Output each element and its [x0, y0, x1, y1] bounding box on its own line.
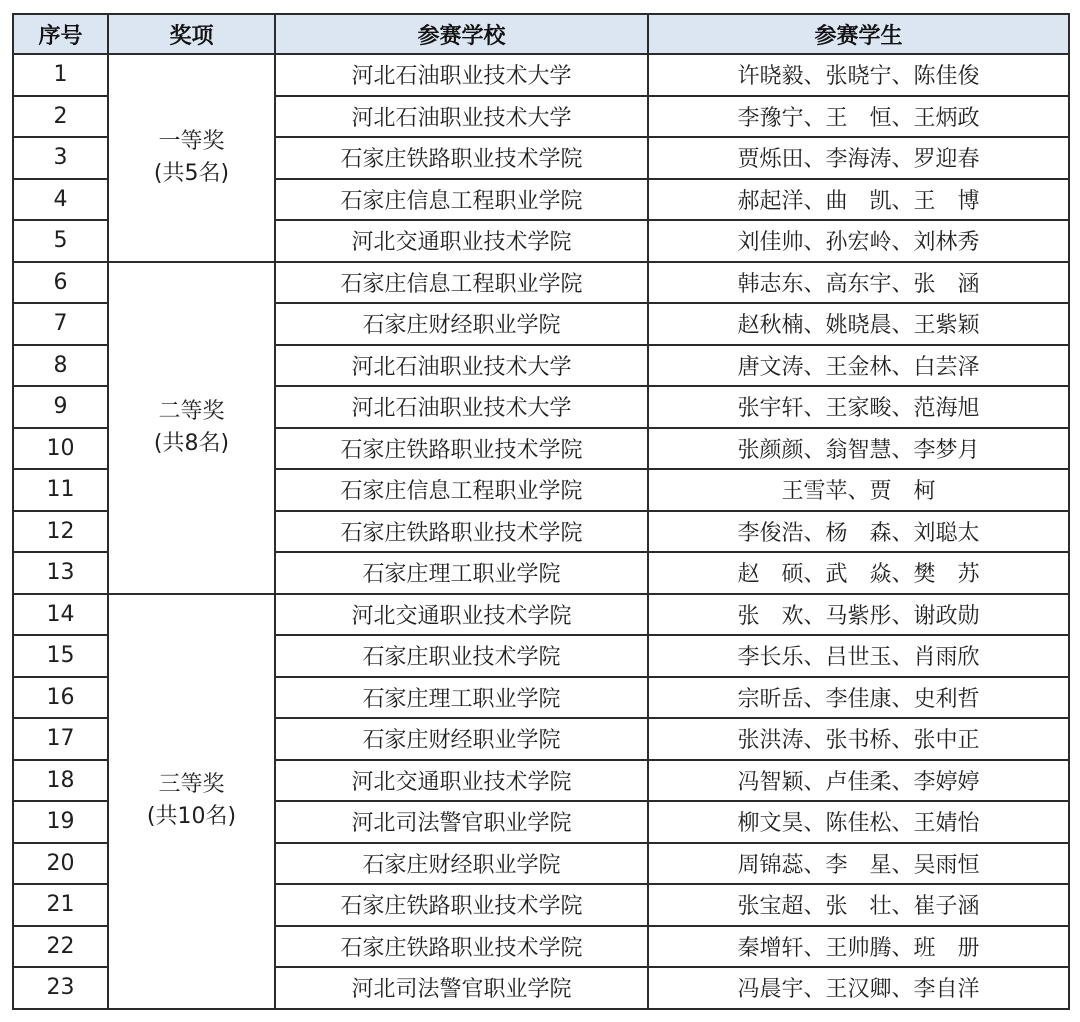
row-school: 石家庄财经职业学院 — [275, 303, 648, 345]
row-index: 23 — [13, 967, 108, 1009]
row-school: 石家庄财经职业学院 — [275, 718, 648, 760]
table-row — [13, 54, 1069, 96]
header-index: 序号 — [13, 14, 108, 54]
row-index: 16 — [13, 677, 108, 719]
row-students: 赵秋楠、姚晓晨、王紫颖 — [648, 303, 1069, 345]
award-count: (共8名) — [153, 430, 230, 456]
row-students: 郝起洋、曲 凯、王 博 — [648, 179, 1069, 221]
row-school: 石家庄理工职业学院 — [275, 552, 648, 594]
row-school: 石家庄信息工程职业学院 — [275, 179, 648, 221]
header-students: 参赛学生 — [648, 14, 1069, 54]
row-students: 秦增轩、王帅腾、班 册 — [648, 926, 1069, 968]
row-school: 石家庄铁路职业技术学院 — [275, 926, 648, 968]
row-school: 河北石油职业技术大学 — [275, 345, 648, 387]
row-index: 8 — [13, 345, 108, 387]
row-index: 6 — [13, 262, 108, 304]
row-school: 河北交通职业技术学院 — [275, 760, 648, 802]
row-school: 石家庄信息工程职业学院 — [275, 262, 648, 304]
award-group-third — [108, 594, 275, 1009]
award-name: 一等奖 — [158, 128, 225, 154]
row-index: 7 — [13, 303, 108, 345]
row-students: 李俊浩、杨 森、刘聪太 — [648, 511, 1069, 553]
row-index: 10 — [13, 428, 108, 470]
row-students: 张洪涛、张书桥、张中正 — [648, 718, 1069, 760]
row-school: 河北交通职业技术学院 — [275, 220, 648, 262]
row-index: 5 — [13, 220, 108, 262]
row-school: 石家庄理工职业学院 — [275, 677, 648, 719]
row-school: 河北交通职业技术学院 — [275, 594, 648, 636]
row-index: 12 — [13, 511, 108, 553]
row-school: 河北石油职业技术大学 — [275, 96, 648, 138]
row-students: 冯智颖、卢佳柔、李婷婷 — [648, 760, 1069, 802]
row-school: 石家庄铁路职业技术学院 — [275, 137, 648, 179]
row-school: 石家庄职业技术学院 — [275, 635, 648, 677]
award-name: 三等奖 — [158, 772, 225, 797]
row-index: 11 — [13, 469, 108, 511]
row-index: 14 — [13, 594, 108, 636]
row-students: 李长乐、吕世玉、肖雨欣 — [648, 635, 1069, 677]
row-students: 张 欢、马紫彤、谢政勋 — [648, 594, 1069, 636]
row-school: 河北司法警官职业学院 — [275, 801, 648, 843]
row-index: 15 — [13, 635, 108, 677]
row-students: 张颜颜、翁智慧、李梦月 — [648, 428, 1069, 470]
row-students: 赵 硕、武 焱、樊 苏 — [648, 552, 1069, 594]
table-row — [13, 594, 1069, 636]
row-index: 19 — [13, 801, 108, 843]
table-row — [13, 262, 1069, 304]
row-school: 河北石油职业技术大学 — [275, 54, 648, 96]
row-index: 2 — [13, 96, 108, 138]
row-students: 宗昕岳、李佳康、史利哲 — [648, 677, 1069, 719]
row-students: 张宝超、张 壮、崔子涵 — [648, 884, 1069, 926]
row-students: 张宇轩、王家畯、范海旭 — [648, 386, 1069, 428]
award-results-table — [12, 13, 1070, 1010]
award-name: 二等奖 — [158, 398, 225, 424]
row-students: 王雪苹、贾 柯 — [648, 469, 1069, 511]
award-count: (共10名) — [146, 804, 237, 829]
row-students: 唐文涛、王金林、白芸泽 — [648, 345, 1069, 387]
row-school: 石家庄信息工程职业学院 — [275, 469, 648, 511]
row-school: 石家庄铁路职业技术学院 — [275, 884, 648, 926]
row-index: 4 — [13, 179, 108, 221]
row-index: 3 — [13, 137, 108, 179]
row-students: 许晓毅、张晓宁、陈佳俊 — [648, 54, 1069, 96]
row-school: 石家庄铁路职业技术学院 — [275, 511, 648, 553]
row-index: 1 — [13, 54, 108, 96]
row-school: 石家庄财经职业学院 — [275, 843, 648, 885]
row-index: 17 — [13, 718, 108, 760]
row-index: 9 — [13, 386, 108, 428]
row-index: 22 — [13, 926, 108, 968]
row-students: 李豫宁、王 恒、王炳政 — [648, 96, 1069, 138]
table-header-row — [13, 14, 1069, 54]
row-school: 石家庄铁路职业技术学院 — [275, 428, 648, 470]
header-school: 参赛学校 — [275, 14, 648, 54]
header-award: 奖项 — [108, 14, 275, 54]
row-school: 河北石油职业技术大学 — [275, 386, 648, 428]
row-index: 18 — [13, 760, 108, 802]
row-students: 刘佳帅、孙宏岭、刘林秀 — [648, 220, 1069, 262]
row-students: 冯晨宇、王汉卿、李自洋 — [648, 967, 1069, 1009]
row-students: 韩志东、高东宇、张 涵 — [648, 262, 1069, 304]
row-students: 周锦蕊、李 星、吴雨恒 — [648, 843, 1069, 885]
row-students: 贾烁田、李海涛、罗迎春 — [648, 137, 1069, 179]
row-school: 河北司法警官职业学院 — [275, 967, 648, 1009]
award-group-first — [108, 54, 275, 262]
row-index: 21 — [13, 884, 108, 926]
award-group-second — [108, 262, 275, 594]
award-count: (共5名) — [153, 160, 230, 186]
row-index: 13 — [13, 552, 108, 594]
row-index: 20 — [13, 843, 108, 885]
row-students: 柳文昊、陈佳松、王婧怡 — [648, 801, 1069, 843]
